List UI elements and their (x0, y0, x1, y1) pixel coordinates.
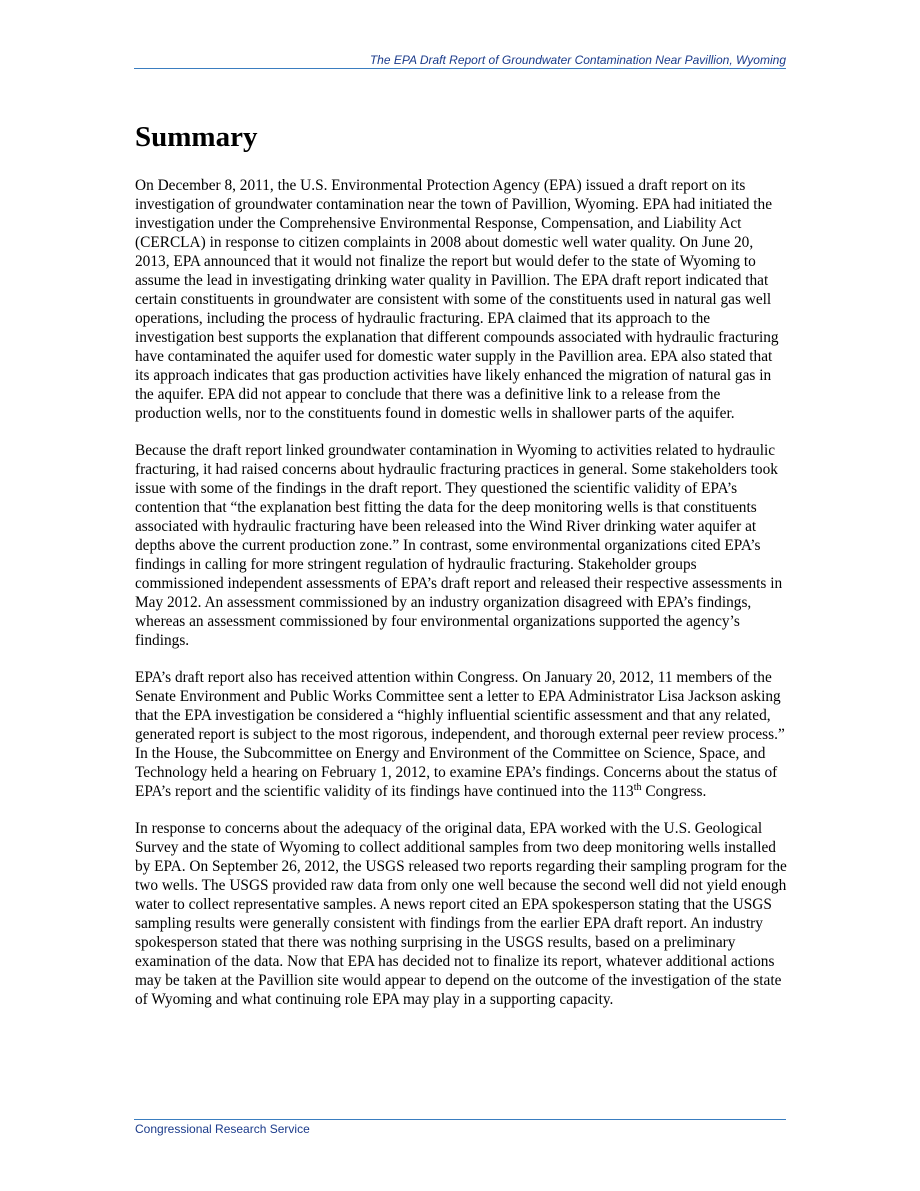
paragraph-4: In response to concerns about the adequacy of the original data, EPA worked with the U.S. Geological Survey and the state of Wyoming to collect additional samples from two deep monitoring wells installed by EPA. On September 26, 2012, the USGS released two reports regarding their sampling program for the two wells. The USGS provided raw data from only one well because the second well did not yield enough water to collect representative samples. A news report cited an EPA spokesperson stating that the USGS sampling results were generally consistent with findings from the earlier EPA draft report. An industry spokesperson stated that there was nothing surprising in the USGS results, based on a preliminary examination of the data. Now that EPA has decided not to finalize its report, whatever additional actions may be taken at the Pavillion site would appear to depend on the outcome of the investigation of the state of Wyoming and what continuing role EPA may play in a supporting capacity. (135, 820, 787, 1008)
footer-rule (134, 1119, 786, 1120)
paragraph-3-text: EPA’s draft report also has received attention within Congress. On January 20, 2012, 11 members of the Senate Environment and Public Works Committee sent a letter to EPA Administrator Lisa Jackson asking that the EPA investigation be considered a “highly influential scientific assessment and that any related, generated report is subject to the most rigorous, independent, and thorough external peer review process.” In the House, the Subcommittee on Energy and Environment of the Committee on Science, Space, and Technology held a hearing on February 1, 2012, to examine EPA’s findings. Concerns about the status of EPA’s report and the scientific validity of its findings have continued into the 113 (135, 669, 785, 800)
ordinal-superscript: th (633, 782, 642, 793)
paragraph-1: On December 8, 2011, the U.S. Environmental Protection Agency (EPA) issued a draft report on its investigation of groundwater contamination near the town of Pavillion, Wyoming. EPA had initiated the investigation under the Comprehensive Environmental Response, Compensation, and Liability Act (CERCLA) in response to citizen complaints in 2008 about domestic well water quality. On June 20, 2013, EPA announced that it would not finalize the report but would defer to the state of Wyoming to assume the lead in investigating drinking water quality in Pavillion. The EPA draft report indicated that certain constituents in groundwater are consistent with some of the constituents used in natural gas well operations, including the process of hydraulic fracturing. EPA claimed that its approach to the investigation best supports the explanation that different compounds associated with hydraulic fracturing have contaminated the aquifer used for domestic water supply in the Pavillion area. EPA also stated that its approach indicates that gas production activities have likely enhanced the migration of natural gas in the aquifer. EPA did not appear to conclude that there was a definitive link to a release from the production wells, nor to the constituents found in domestic wells in shallower parts of the aquifer. (135, 177, 779, 422)
paragraph-2: Because the draft report linked groundwater contamination in Wyoming to activities related to hydraulic fracturing, it had raised concerns about hydraulic fracturing practices in general. Some stakeholders took issue with some of the findings in the draft report. They questioned the scientific validity of EPA’s contention that “the explanation best fitting the data for the deep monitoring wells is that constituents associated with hydraulic fracturing have been released into the Wind River drinking water aquifer at depths above the current production zone.” In contrast, some environmental organizations cited EPA’s findings in calling for more stringent regulation of hydraulic fracturing. Stakeholder groups commissioned independent assessments of EPA’s draft report and released their respective assessments in May 2012. An assessment commissioned by an industry organization disagreed with EPA’s findings, whereas an assessment commissioned by four environmental organizations supported the agency’s findings. (135, 442, 783, 649)
page-title: Summary (135, 121, 258, 153)
paragraph-3-tail: Congress. (641, 783, 707, 800)
paragraph-3 (135, 668, 788, 801)
footer-organization: Congressional Research Service (135, 1122, 310, 1136)
summary-body (135, 176, 788, 1027)
running-header: The EPA Draft Report of Groundwater Contamination Near Pavillion, Wyoming (369, 53, 786, 67)
header-rule (134, 68, 786, 69)
